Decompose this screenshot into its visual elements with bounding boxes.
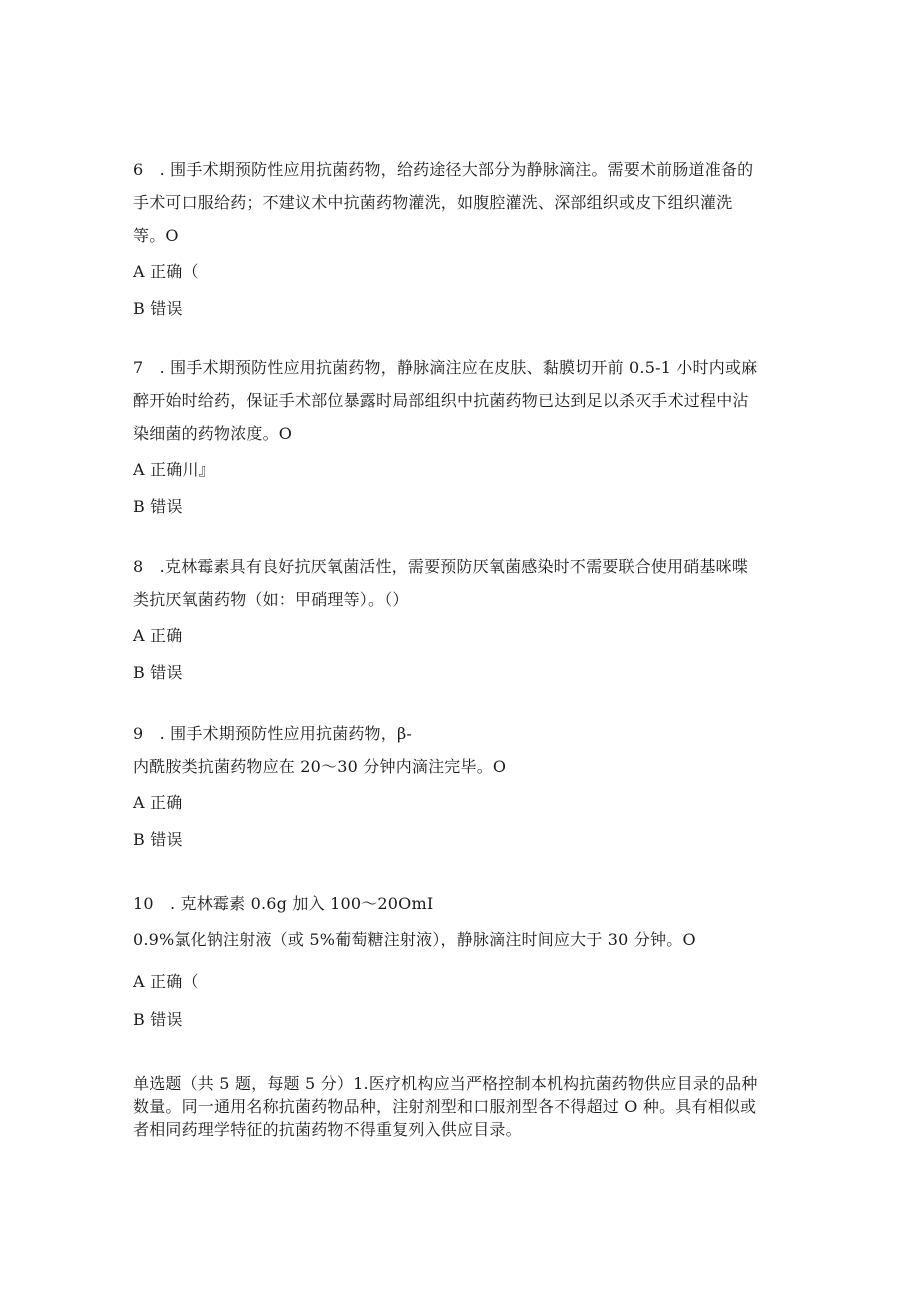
question-9-option-b: B 错误 [133,830,183,849]
question-8-line-2: 类抗厌氧菌药物（如：甲硝理等）。（） [133,590,409,609]
question-7-line-1: 7 . 围手术期预防性应用抗菌药物，静脉滴注应在皮肤、黏膜切开前 0.5-1 小时内或麻 [133,358,758,377]
question-10-option-a: A 正确（ [133,972,199,991]
question-7-line-2: 醉开始时给药，保证手术部位暴露时局部组织中抗菌药物已达到足以杀灭手术过程中沾 [133,391,749,410]
question-7-line-3: 染细菌的药物浓度。O [133,424,293,443]
section-line-1: 单选题（共 5 题，每题 5 分）1.医疗机构应当严格控制本机构抗菌药物供应目录的品种 [133,1074,758,1093]
question-10-line-2: 0.9%氯化钠注射液（或 5%葡萄糖注射液），静脉滴注时间应大于 30 分钟。O [133,930,696,949]
question-8-option-b: B 错误 [133,663,183,682]
question-9-line-1: 9 . 围手术期预防性应用抗菌药物，β- [133,724,413,743]
question-7-option-b: B 错误 [133,497,183,516]
question-6-option-b: B 错误 [133,299,183,318]
section-line-3: 者相同药理学特征的抗菌药物不得重复列入供应目录。 [133,1120,522,1139]
question-6-line-3: 等。O [133,226,179,245]
question-9-line-2: 内酰胺类抗菌药物应在 20～30 分钟内滴注完毕。O [133,757,507,776]
question-8-option-a: A 正确 [133,626,183,645]
question-9-option-a: A 正确 [133,793,183,812]
question-10-option-b: B 错误 [133,1010,183,1029]
question-6-line-1: 6 . 围手术期预防性应用抗菌药物，给药途径大部分为静脉滴注。需要术前肠道准备的 [133,160,754,179]
question-6-option-a: A 正确（ [133,262,199,281]
question-8-line-1: 8 .克林霉素具有良好抗厌氧菌活性，需要预防厌氧菌感染时不需要联合使用硝基咪喋 [133,557,749,576]
question-7-option-a: A 正确川』 [133,460,215,479]
question-10-line-1: 10 . 克林霉素 0.6g 加入 100～20OmI [133,894,434,913]
section-line-2: 数量。同一通用名称抗菌药物品种，注射剂型和口服剂型各不得超过 O 种。具有相似或 [133,1097,757,1116]
question-6-line-2: 手术可口服给药；不建议术中抗菌药物灌洗，如腹腔灌洗、深部组织或皮下组织灌洗 [133,193,733,212]
